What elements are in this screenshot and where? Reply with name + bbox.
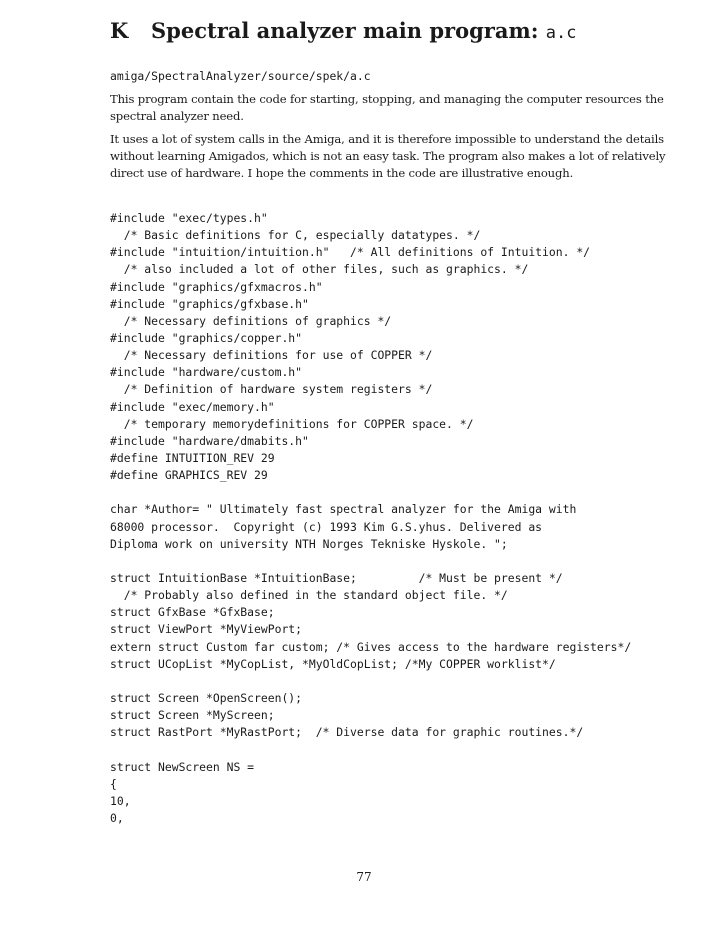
- section-title: Spectral analyzer main program:: [151, 18, 539, 43]
- code-line: /* temporary memorydefinitions for COPPER space. */: [110, 416, 474, 431]
- intro-paragraph: This program contain the code for starting, stopping, and managing the computer resources the spectral analyzer need.: [110, 92, 664, 123]
- code-line: 10,: [110, 793, 131, 808]
- code-line: [110, 484, 670, 501]
- code-line: #define GRAPHICS_REV 29: [110, 468, 268, 483]
- source-path: amiga/SpectralAnalyzer/source/spek/a.c: [110, 69, 371, 83]
- code-line: #include "hardware/dmabits.h": [110, 433, 309, 448]
- code-line: /* Necessary definitions of graphics */: [110, 313, 392, 328]
- code-line: #define INTUITION_REV 29: [110, 450, 275, 465]
- code-line: extern struct Custom far custom; /* Gives access to the hardware registers*/: [110, 639, 632, 654]
- code-line: struct UCopList *MyCopList, *MyOldCopList; /*My COPPER worklist*/: [110, 656, 556, 671]
- code-line: struct Screen *MyScreen;: [110, 708, 275, 723]
- code-line: /* Probably also defined in the standard object file. */: [110, 588, 508, 603]
- code-line: #include "graphics/copper.h": [110, 330, 303, 345]
- code-line: 0,: [110, 810, 124, 825]
- code-line: [110, 553, 670, 570]
- code-line: #include "exec/types.h": [110, 211, 268, 225]
- code-line: struct Screen *OpenScreen();: [110, 690, 303, 705]
- code-line: #include "exec/memory.h": [110, 399, 275, 414]
- document-page: [110, 18, 670, 827]
- code-line: Diploma work on university NTH Norges Tekniske Hyskole. ";: [110, 536, 508, 551]
- code-line: #include "graphics/gfxmacros.h": [110, 279, 323, 294]
- code-line: [110, 741, 670, 758]
- details-paragraph: It uses a lot of system calls in the Amiga, and it is therefore impossible to understand the details without learning Amigados, which is not an easy task. The program also makes a lot of relatively direct use of hardware. I hope the comments in the code are illustrative enough.: [110, 132, 666, 180]
- section-heading: [110, 18, 670, 46]
- page-number: 77: [356, 870, 372, 884]
- code-line: {: [110, 776, 117, 791]
- code-line: struct NewScreen NS =: [110, 759, 255, 774]
- code-listing: [110, 210, 670, 827]
- section-number: K: [110, 18, 129, 43]
- code-line: struct RastPort *MyRastPort; /* Diverse data for graphic routines.*/: [110, 725, 584, 740]
- code-line: char *Author= " Ultimately fast spectral analyzer for the Amiga with: [110, 502, 577, 517]
- code-line: struct ViewPort *MyViewPort;: [110, 622, 303, 637]
- code-line: struct IntuitionBase *IntuitionBase; /* Must be present */: [110, 570, 563, 585]
- code-line: /* Definition of hardware system registers */: [110, 382, 433, 397]
- section-filename: a.c: [545, 23, 577, 43]
- code-line: [110, 673, 670, 690]
- code-line: #include "intuition/intuition.h" /* All definitions of Intuition. */: [110, 245, 591, 260]
- code-line: struct GfxBase *GfxBase;: [110, 605, 275, 620]
- code-line: #include "hardware/custom.h": [110, 365, 303, 380]
- code-line: /* Necessary definitions for use of COPPER */: [110, 348, 433, 363]
- code-line: /* Basic definitions for C, especially datatypes. */: [110, 228, 481, 243]
- code-line: 68000 processor. Copyright (c) 1993 Kim G.S.yhus. Delivered as: [110, 519, 543, 534]
- code-line: /* also included a lot of other files, such as graphics. */: [110, 262, 529, 277]
- code-line: #include "graphics/gfxbase.h": [110, 296, 309, 311]
